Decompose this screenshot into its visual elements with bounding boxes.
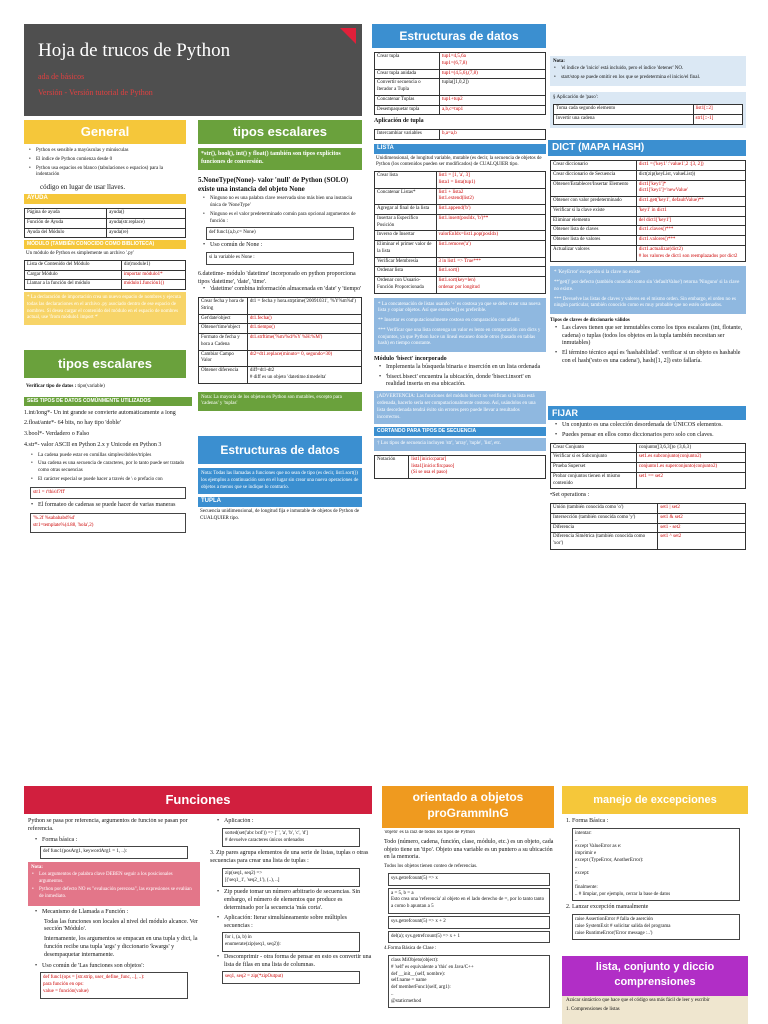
cortando-table [374, 455, 546, 479]
paso-table [553, 104, 743, 125]
cell: Ayuda del Módulo [25, 228, 107, 238]
estructuras-section-right [374, 52, 546, 479]
forma-title: 4.Forma Básica de Clase : [384, 946, 437, 952]
table-row [551, 523, 746, 533]
cell: dir(module1) [121, 260, 185, 270]
table-row [554, 105, 743, 115]
table-row [199, 298, 362, 315]
note-line: * La concatenación de listas usando '+' es costosa ya que se debe crear una nueva lista y copiar objetos. Así que extender() es preferible. [378, 301, 541, 314]
cell: list1[inicio:parar] lista1[inicio:fin:paso] (Si se usa el paso) [409, 455, 546, 478]
excepciones-body [566, 818, 746, 942]
table-row [375, 214, 546, 231]
none-item: • Ninguno es el valor predeterminado común para opcional argumentos de función : [202, 212, 362, 226]
help-table [24, 208, 186, 238]
cell: Actualizar valores [551, 245, 637, 262]
table-row [551, 245, 746, 262]
oop-item: Todos los objetos tienen conteo de referencias. [384, 864, 478, 870]
page-subtitle-1: ada de básicos [38, 72, 85, 81]
datetime-item: • 'datetime' combina información almacenada en 'date' y 'tiempo' [202, 286, 362, 294]
code-block: str1 = r'this\f?ff' [30, 487, 186, 500]
zip-item: • Aplicación: Iterar simultáneamente sobre múltiples secuencias : [216, 915, 372, 931]
table-row [551, 236, 746, 246]
cell: Eliminar elemento [551, 216, 637, 226]
cell: Lista de Contenido del Módulo [25, 260, 122, 270]
oop-item: 'objeto' es la raíz de todos los tipos de Python [384, 830, 475, 835]
cell: list1.insert(posIdx, 'b')** [436, 214, 545, 231]
code-block: si la variable es None : [206, 252, 354, 265]
cell: a,b,c=tup1 [439, 105, 545, 115]
cell: conjunto1.es superconjunto(conjunto2) [636, 463, 745, 473]
code-block: sorted(set('abc bcd')) => [' ', 'a', 'b', 'c', 'd'] # devuelve caracteres únicos ordenados [222, 828, 360, 848]
cell: Insertar a Específico Posición [375, 214, 437, 231]
none-use: • Uso común de None : [202, 242, 362, 250]
cell: Página de ayuda [25, 209, 107, 219]
cell: dt1.tiempo() [247, 324, 361, 334]
cell: tup1=(4,5,6),(7,8) [439, 69, 545, 79]
type-line: 1.int/long*- Un int grande se convierte automáticamente a long [24, 409, 176, 416]
cell: valorEnIdx=list1.pop(posIdx) [436, 231, 545, 241]
type-line: 4.str*- valor ASCII en Python 2.x y Unicode en Python 3 [24, 441, 162, 448]
cell: dt1.fecha() [247, 314, 361, 324]
aplicacion-title: Aplicación de tupla [374, 118, 424, 125]
fijar-body [550, 422, 746, 550]
title-panel [24, 24, 362, 116]
note-line: * 'KeyError' excepción si la clave no existe [554, 270, 641, 276]
code-block: def func1(a,b,c= None) [206, 227, 354, 240]
cell: dict1 ={'key1' :'value1',2 :[3, 2]} [636, 161, 745, 171]
table-row [375, 79, 546, 96]
fijar-header: FIJAR [548, 406, 746, 420]
table-row [551, 161, 746, 171]
code-block: a = 5, b = a Esto crea una 'referencia' al objeto en el lado derecho de =, por lo tanto tanto a como b apuntan a 5 [388, 888, 550, 914]
table-row [551, 463, 746, 473]
cell: Concatenar Listas* [375, 188, 437, 205]
code-block: sys.getrefcount(5) => x [388, 873, 550, 886]
table-row [375, 130, 546, 140]
general-header: General [24, 120, 186, 144]
oop-header: orientado a objetos proGrammInG [382, 786, 554, 828]
lista-bar: LISTA [374, 144, 546, 154]
cell: Obtener'time'object [199, 324, 248, 334]
excepciones-header: manejo de excepciones [562, 786, 748, 814]
cell: Obtener lista de valores [551, 236, 637, 246]
structures-note: Nota: Todas las llamadas a funciones que no sean de tipo (es decir, list1.sort()) los ejemplos a continuación son en el lugar sin crear una nueva operaciones de objetos a menos que se indique lo contrario. [198, 468, 362, 494]
ops-label: •Set operations : [550, 492, 590, 499]
cell: ayuda(re) [107, 228, 186, 238]
mec-item: Todas las funciones son locales al nivel del módulo alcance. Ver sección 'Módulo'. [44, 918, 198, 933]
cell: Invertir una cadena [554, 114, 694, 124]
verify-label: Verificar tipo de datos : [26, 384, 77, 389]
string-item: • El carácter especial se puede hacer a través de \ o prefacio con [30, 477, 192, 484]
table-row [551, 533, 746, 550]
code-block: seq1, seq2 = zip(*zipOutput) [222, 971, 360, 984]
table-row [375, 241, 546, 258]
lista-table [374, 171, 546, 294]
forma-item: • Forma básica : [34, 837, 200, 845]
bisect-warning: ¡ADVERTENCIA: Las funciones del módulo bisect no verifican si la lista está ordenada, hacerlo sería ser computacionalmente costoso. Así, usándolos en una lista desordenada tendrá éxito sin errores pero puede llevar a resultados incorrectos. [374, 391, 546, 424]
cell: Ordenar lista [375, 267, 437, 277]
estructuras-section-left [198, 468, 362, 525]
note-item: • 'el índice de 'inicio' está incluido, pero el índice 'detener' NO. [553, 66, 743, 73]
cell: Convertir secuencia o Iterador a Tupla [375, 79, 440, 96]
general-tail: código en lugar de usar llaves. [40, 183, 126, 191]
cell: list1.sort() [436, 267, 545, 277]
cell: Obtener diferencia [199, 367, 248, 384]
funciones-intro: Python se pasa por referencia, argumentos de función se pasan por referencia. [28, 818, 188, 832]
table-row [551, 472, 746, 489]
table-row [375, 69, 546, 79]
table-row [199, 334, 362, 351]
table-row [25, 218, 186, 228]
code-block: class MiObjeto(object): # 'self' es equivalente a 'this' en Java/C++ def __init__(self, nombre): self.name = name def memberFunc1(self, arg1): .. @staticmethod [388, 955, 550, 1008]
cell: list1.remove('a') [436, 241, 545, 258]
cortando-bar: CORTANDO PARA TIPOS DE SECUENCIA [374, 427, 546, 436]
cell: tup1+tup2 [439, 95, 545, 105]
general-item: • Python usa espacios en blanco (tabulaciones o espacios) para la indentación [28, 166, 182, 180]
cell: Obtener con valor predeterminado [551, 197, 637, 207]
ops-table [550, 503, 746, 550]
page-subtitle-2: Versión - Versión tutorial de Python [38, 88, 153, 97]
cell: list1.append('b') [436, 205, 545, 215]
cell: Notación [375, 455, 409, 478]
cell: list1.sort(key=len) ordenar por longitud [436, 277, 545, 294]
cell: Cambiar Campo Valor [199, 350, 248, 367]
cortando-desc: † Los tipos de secuencia incluyen 'str', 'array', 'tuple', 'list', etc. [374, 438, 546, 451]
table-row [551, 513, 746, 523]
cell: dict1.valores()*** [636, 236, 745, 246]
cell: Obtener lista de claves [551, 226, 637, 236]
page-title: Hoja de trucos de Python [38, 40, 231, 61]
uso-item: • Uso común de 'Las funciones son objetos': [34, 963, 200, 971]
cell: Verificar Membresía [375, 257, 437, 267]
corner-ribbon-icon [340, 28, 356, 44]
modulo-desc: Un módulo de Python es simplemente un archivo '.py' [26, 251, 135, 257]
table-row [25, 280, 186, 290]
note-line: *** Verificar que una lista contenga un valor es lento en comparación con dicts y conjuntos, ya que Python hace un lineal escaneo donde otros (basado en tablas hash) en tiempo constante. [378, 327, 541, 347]
cell: Ordenar con Usuario-Función Proporcionada [375, 277, 437, 294]
cell: tupla([1,0,2]) [439, 79, 545, 96]
aplicacion-item: • Aplicación : [216, 818, 372, 826]
table-row [554, 114, 743, 124]
modulo-note: * La declaración de importación crea un nuevo espacio de nombres y ejecuta todas las declaraciones en el archivo .py asociado dentro de ese espacio de nombres. Si desea cargar el contenido del módulo en el espacio de nombres actual, use 'from módulo1 import *' [24, 292, 186, 325]
six-types-bar: SEIS TIPOS DE DATOS COMÚNMENTE UTILIZADOS [24, 397, 192, 406]
table-row [551, 453, 746, 463]
fijar-item: • Un conjunto es una colección desordenada de ÚNICOS elementos. [554, 422, 746, 430]
table-row [199, 367, 362, 384]
cell: Diferencia [551, 523, 658, 533]
code-block: sys.getrefcount(5) => x + 2 [388, 916, 550, 929]
lista-notes [374, 298, 546, 353]
note-item: • start/stop se puede omitir en los que se predetermina el inicio/el final. [553, 75, 743, 82]
cell: set1 & set2 [658, 513, 746, 523]
cell: Crear lista [375, 172, 437, 189]
tipos-header-mid: tipos escalares [198, 120, 362, 144]
funciones-header: Funciones [24, 786, 372, 814]
code-line: '%.2f %sabababd%d' [33, 516, 76, 522]
cell: dict1['key1']* dict1['key1']='newValue' [636, 180, 745, 197]
keys-item: • El término técnico aquí es 'hashabilidad'. verificar si un objeto es hashable con el hash('esto es una cadena'), hash([1, 2]) esto fallaría. [554, 350, 746, 366]
slice-note [550, 56, 746, 86]
dict-notes [550, 266, 746, 314]
cell: ayuda(str.replace) [107, 218, 186, 228]
modulo-table [24, 260, 186, 290]
cell: Eliminar el primer valor de la lista [375, 241, 437, 258]
nota-box [28, 862, 200, 906]
comprensiones-header: lista, conjunto y diccio comprensiones [562, 956, 748, 996]
tupla-desc: Secuencia unidimensional, de longitud fija e inmutable de objetos de Python de CUALQUIER tipo. [200, 509, 360, 521]
cell: dict1.actualizar(dict2) # los valores de dict1 son reemplazados por dict2 [636, 245, 745, 262]
none-item: • Ninguno no es una palabra clave reservada sino más bien una instancia única de 'NoneType' [202, 196, 362, 210]
format-item: • El formateo de cadenas se puede hacer de varias maneras [30, 502, 192, 510]
string-item: • Una cadena es una secuencia de caracteres, por lo tanto puede ser tratado como otras secuencias [30, 461, 192, 475]
cell: tup1=4,5,6a tup1=(6,7,8) [439, 53, 545, 70]
cell: Función de Ayuda [25, 218, 107, 228]
table-row [551, 170, 746, 180]
unzip-item: • Descomprimir - otra forma de pensar en esto es convertir una lista de filas en una lista de columnas. [216, 954, 372, 970]
table-row [551, 216, 746, 226]
cell: Intersección (también conocida como 'y') [551, 513, 658, 523]
modulo-bar: MÓDULO (TAMBIÉN CONOCIDO COMO BIBLIOTECA) [24, 240, 186, 249]
cell: 3 in list1 => True*** [436, 257, 545, 267]
table-row [375, 231, 546, 241]
cell: Concatenar Tuplas [375, 95, 440, 105]
comprensiones-desc: Azúcar sintáctico que hace que el código sea más fácil de leer y escribir [566, 998, 710, 1003]
mecanismo-item: • Mecanismo de Llamada a Función : [34, 909, 200, 917]
table-row [25, 209, 186, 219]
estructuras-header-right: Estructuras de datos [372, 24, 546, 48]
note-line: ** Insertar es computacionalmente costoso en comparación con añadir. [378, 318, 521, 324]
cell: Inverso de Insertar [375, 231, 437, 241]
cell: Intercambiar variables [375, 130, 440, 140]
none-title: 5.NoneType(None)- valor 'null' de Python (SOLO) existe una instancia del objeto None [198, 175, 349, 194]
table-row [551, 226, 746, 236]
general-section [24, 146, 186, 325]
general-item: • El índice de Python comienza desde 0 [28, 157, 182, 164]
cell: Get'date'object [199, 314, 248, 324]
cell: Crear diccionario de Secuencia [551, 170, 637, 180]
cell: set1 | set2 [658, 504, 746, 514]
bisect-item: • Implementa la búsqueda binaria e inserción en un lista ordenada [378, 364, 546, 372]
code-block: del(a); sys.getrefcount(5) => x + 1 [388, 931, 550, 944]
funciones-right-col [210, 818, 372, 1024]
table-row [25, 228, 186, 238]
cell: Crear tupla [375, 53, 440, 70]
cell: dt2=dt1.replace(minuto= 0, segundo=30) [247, 350, 361, 367]
cell: Obtener/Establecer/Insertar Elemento [551, 180, 637, 197]
nota-title: Nota: [31, 865, 43, 871]
code-block: def func1(ops = [str.strip, user_define_func, ..], ..): para función en ops: value = función(value) [40, 972, 188, 998]
datetime-table [198, 297, 362, 384]
table-row [375, 105, 546, 115]
note-line: **'get()' por defecto (también conocido como sin 'defaultValue') retorna 'Ninguno' si la clave no existe. [554, 280, 740, 292]
cell: Crear Conjunto [551, 443, 637, 453]
nota-item: • Python por defecto NO es "evaluación perezosa", las expresiones se evalúan de inmediato. [31, 887, 197, 901]
general-item: • Python es sensible a mayúsculas y minúsculas [28, 148, 182, 155]
cell: importar módulo1* [121, 270, 185, 280]
tupla-bar: TUPLA [198, 497, 362, 507]
cell: 'key1' in dict1 [636, 206, 745, 216]
estructuras-header-left: Estructuras de datos [198, 436, 362, 464]
table-row [551, 206, 746, 216]
oop-body [384, 830, 554, 1024]
string-item: • La cadena puede estar en comillas simples/dobles/triples [30, 453, 192, 460]
zip-text: 3. Zip pares agrupa elementos de una serie de listas, tuplas o otras secuencias para crear una lista de tuplas : [210, 850, 369, 865]
code-block: intentar: .. except ValueError as e: imprimir e except (TypeError, AnotherError): .. except: .. finalmente: .. # limpiar, por ejemplo, cerrar la base de datos [572, 828, 740, 902]
oop-item: Todo (número, cadena, función, clase, módulo, etc.) es un objeto, cada objeto tiene un 'tipo'. Objeto una variable es un puntero a su ubicación en la memoria. [384, 838, 554, 861]
cell: dt1.strftime('%m/%d/%Y %H:%M') [247, 334, 361, 351]
cell: Desempaquetar tupla [375, 105, 440, 115]
table-row [551, 197, 746, 207]
cell: str1[::-1] [693, 114, 743, 124]
table-row [199, 324, 362, 334]
table-row [375, 455, 546, 478]
dict-section [550, 56, 746, 128]
comprensiones-body [562, 996, 748, 1024]
cell: list1 + lista2 list1.extend(list2) [436, 188, 545, 205]
cell: ayuda() [107, 209, 186, 219]
code-line: str1=template%(4.88, 'hola',2) [33, 522, 94, 528]
tipos-section-mid [198, 148, 362, 411]
datetime-title: 6.datetime- módulo 'datetime' incorporado en python proporciona tipos 'datetime', 'date', 'time'. [198, 270, 356, 285]
cell: list1[::2] [693, 105, 743, 115]
cell: Crear diccionario [551, 161, 637, 171]
bisect-title: Módulo 'bisect' incorporado [374, 356, 447, 363]
cell: Probar conjuntos tienen el mismo contenido [551, 472, 637, 489]
cell: set1 - set2 [658, 523, 746, 533]
comprensiones-item: 1. Comprensiones de listas [566, 1006, 620, 1012]
lanzar-title: 2. Lanzar excepción manualmente [566, 904, 649, 911]
table-row [199, 350, 362, 367]
note-title: Nota: [553, 59, 565, 64]
verify-code: tipo(variable) [77, 384, 105, 389]
type-line: 3.bool*- Verdadero o Falso [24, 431, 90, 438]
cell: dict1.claves()*** [636, 226, 745, 236]
dict-header: DICT (MAPA HASH) [548, 140, 746, 156]
nota-item: • Los argumentos de palabra clave DEBEN seguir a los posicionales argumentos. [31, 872, 197, 886]
cell: módulo1.función1() [121, 280, 185, 290]
lista-desc: Unidimensional, de longitud variable, mutable (es decir, la secuencia de objetos de Python (los contenidos pueden ser modificados) de CUALQUIER tipo. [376, 155, 542, 168]
cell: list1 = [1, 'a', 3] lista1 = lista(tup1) [436, 172, 545, 189]
cell: Toma cada segundo elemento [554, 105, 694, 115]
mec-item: Internamente, los argumentos se empacan en una tupla y dict, la función recibe una tupla 'args' y diccionario 'kwargs' y desempaquetar internamente. [44, 936, 198, 958]
cell: Llamar a la función del módulo [25, 280, 122, 290]
code-block: for i, (a, b) in enumerate(zip(seq1, seq2)): [222, 932, 360, 952]
cell: b,a=a,b [439, 130, 545, 140]
cell: set1 ^ set2 [658, 533, 746, 550]
cell: Crear fecha y hora de String [199, 298, 248, 315]
table-row [375, 172, 546, 189]
tipos-header-left: tipos escalares [24, 350, 186, 378]
table-row [25, 270, 186, 280]
bisect-item: • 'bisect.bisect' encuentra la ubicación, donde 'bisect.insort' en realidad inserta en esa ubicación. [378, 374, 546, 390]
table-row [25, 260, 186, 270]
dict-body [550, 160, 746, 368]
cell: Verificar si la clave existe [551, 206, 637, 216]
table-row [551, 180, 746, 197]
type-line: 2.float/ante*- 64 bits, no hay tipo 'doble' [24, 420, 121, 427]
table-row [375, 53, 546, 70]
code-block: def func1(posArg1, keywordArg1 = 1, ..): [40, 846, 188, 859]
funciones-left-col [28, 818, 200, 1024]
table-row [375, 257, 546, 267]
cell: dict1.get('key1', defaultValue)** [636, 197, 745, 207]
cell: Prueba Superset [551, 463, 637, 473]
ayuda-bar: AYUDA [24, 194, 186, 204]
cell: Formato de fecha y hora a Cadena [199, 334, 248, 351]
code-block [30, 513, 186, 533]
table-row [375, 205, 546, 215]
conversion-note: *str(), bool(), int() y float() también son tipos explícitos funciones de conversión. [198, 148, 362, 170]
table-row [551, 504, 746, 514]
keys-item: • Las claves tienen que ser inmutables como los tipos escalares (int, flotante, cadena) o tuplas (todos los objetos en la tupla también necesitan ser inmutables) [554, 325, 746, 348]
cell: Agregar al final de la lista [375, 205, 437, 215]
zip-item: • Zip puede tomar un número arbitrario de secuencias. Sin embargo, el número de elementos que produce es determinado por la secuencia 'más corta'. [216, 889, 372, 912]
forma-title: 1. Forma Básica : [566, 818, 609, 824]
fijar-item: • Puedes pensar en ellos como diccionarios pero solo con claves. [554, 432, 746, 440]
table-row [375, 95, 546, 105]
tipos-section-left [24, 382, 192, 536]
cell: dt1 = fecha y hora.strptime('20091031', '%Y%m%d') [247, 298, 361, 315]
cell: set1.es subconjunto(conjunto2) [636, 453, 745, 463]
note-line: *** Devuelve las listas de claves y valores en el mismo orden. Sin embargo, el orden no es ningún particular, también conocido como es muy probable que no estén ordenados. [554, 296, 736, 309]
cell: Verificar si es Subconjunto [551, 453, 637, 463]
cell: dict(zip(keyList, valueList)) [636, 170, 745, 180]
cell: Crear tupla anidada [375, 69, 440, 79]
set-table [550, 443, 746, 490]
cell: set1 == set2 [636, 472, 745, 489]
keys-title: Tipos de claves de diccionario válidos [550, 318, 630, 323]
cell: conjunto([3,6,3])o {3,6,3} [636, 443, 745, 453]
cell: Cargar Módulo [25, 270, 122, 280]
cell: Diferencia Simétrica (también conocida como 'xor') [551, 533, 658, 550]
table-row [199, 314, 362, 324]
table-row [375, 267, 546, 277]
code-block: raise AssertionError # falla de aserción raise SystemExit # solicitar salida del programa raise RuntimeError('Error message :..') [572, 914, 740, 940]
tupla-table [374, 52, 546, 115]
table-row [375, 277, 546, 294]
table-row [551, 443, 746, 453]
paso-block [550, 92, 746, 127]
paso-title: § Aplicación de 'paso': [553, 95, 598, 101]
cell: Unión (también conocida como 'o') [551, 504, 658, 514]
code-block: zip(seq1, seq2) => [('seq1_1', 'seq2_1'), (..), ..] [222, 868, 360, 888]
cell: diff=dt1-dt2 # diff es un objeto 'datetime.timedelta' [247, 367, 361, 384]
cell: del dict1['key1'] [636, 216, 745, 226]
table-row [375, 188, 546, 205]
swap-table [374, 129, 546, 140]
dict-table [550, 160, 746, 262]
mutable-note: Nota: La mayoría de los objetos en Python son mutables, excepto para 'cadenas' y 'tuplas' [198, 392, 362, 412]
